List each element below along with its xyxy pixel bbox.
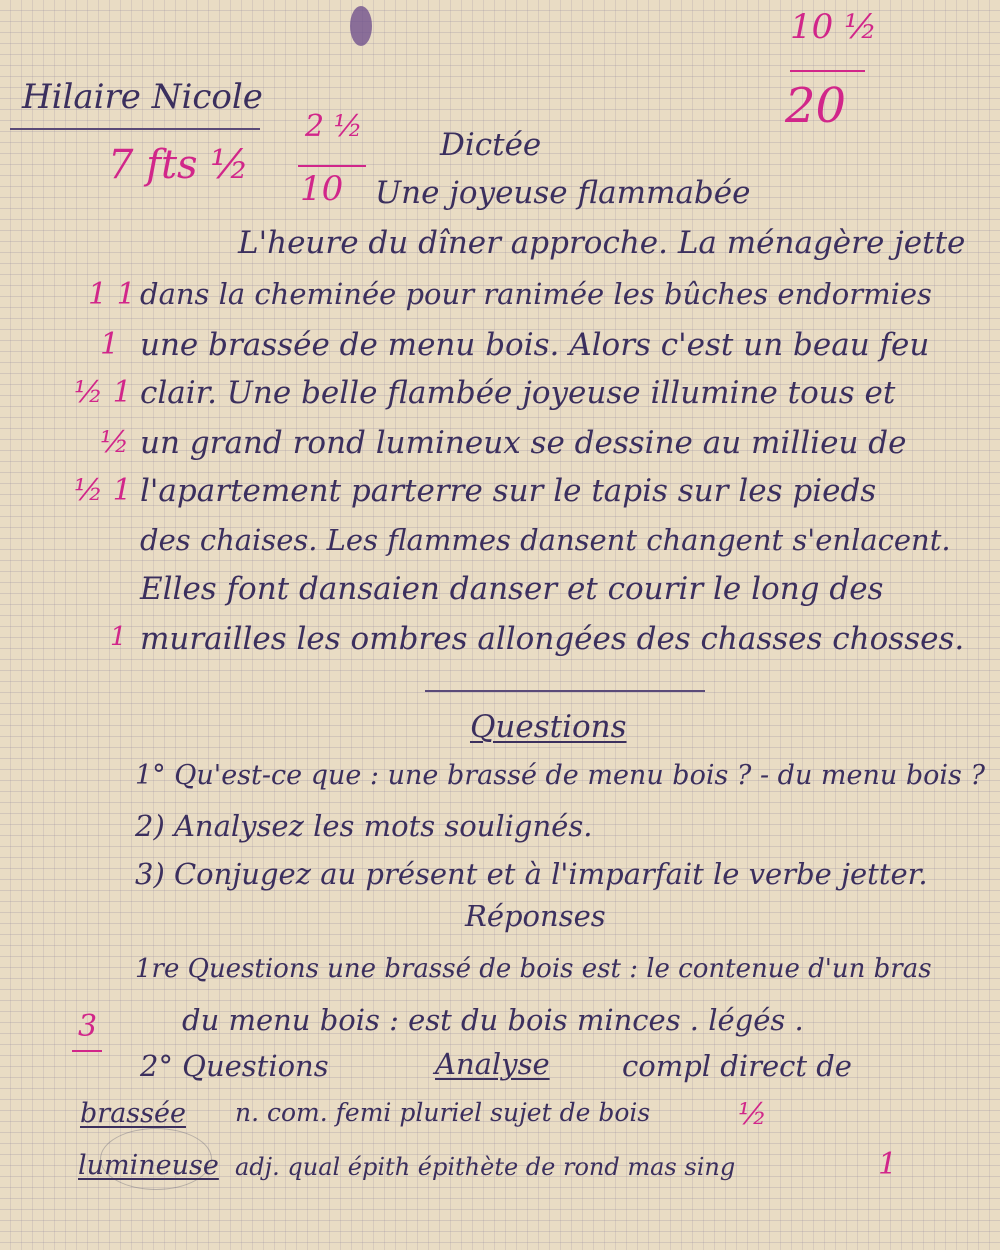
question-2-label: 2° Questions bbox=[140, 1049, 329, 1083]
analysis-text: n. com. femi pluriel sujet de bois bbox=[235, 1098, 651, 1127]
answer-score-mark bbox=[72, 1050, 102, 1052]
dictation-title: Dictée bbox=[440, 127, 542, 163]
analysis-text: adj. qual épith épithète de rond mas sing bbox=[235, 1153, 736, 1181]
dictation-line: murailles les ombres allongées des chasses chosses. bbox=[140, 621, 965, 657]
dictation-grade-denominator: 10 bbox=[300, 169, 344, 209]
question-item: 3) Conjugez au présent et à l'imparfait le verbe jetter. bbox=[135, 857, 928, 891]
question-item: 2) Analysez les mots soulignés. bbox=[135, 809, 593, 843]
analysis-heading-note: compl direct de bbox=[622, 1049, 852, 1083]
margin-mark: 1 bbox=[100, 327, 120, 362]
total-grade-bar bbox=[790, 70, 865, 72]
ink-blot bbox=[350, 6, 372, 46]
dictation-grade-bar bbox=[298, 165, 366, 167]
analysis-mark: ½ bbox=[738, 1097, 768, 1132]
dictation-line: une brassée de menu bois. Alors c'est un beau feu bbox=[140, 327, 930, 363]
dictation-line: des chaises. Les flammes dansent changent s'enlacent. bbox=[140, 523, 951, 557]
analysis-word: lumineuse bbox=[78, 1150, 219, 1181]
dictation-line: dans la cheminée pour ranimée les bûches endormies bbox=[140, 277, 932, 311]
dictation-line: L'heure du dîner approche. La ménagère jette bbox=[238, 225, 966, 261]
dictation-line: l'apartement parterre sur le tapis sur les pieds bbox=[140, 473, 877, 509]
analysis-mark: 1 bbox=[878, 1147, 898, 1182]
margin-mark: 1 bbox=[110, 622, 127, 652]
analysis-word: brassée bbox=[80, 1098, 186, 1129]
analysis-heading: Analyse bbox=[435, 1047, 550, 1081]
name-underline bbox=[10, 128, 260, 130]
text-title: Une joyeuse flammabée bbox=[375, 175, 751, 211]
answer-line: du menu bois : est du bois minces . légés . bbox=[182, 1003, 804, 1037]
section-divider bbox=[425, 690, 705, 692]
answer-score: 3 bbox=[78, 1009, 98, 1044]
question-item: 1° Qu'est-ce que : une brassé de menu bois ? - du menu bois ? bbox=[135, 760, 985, 791]
dictation-line: un grand rond lumineux se dessine au millieu de bbox=[140, 425, 907, 461]
dictation-line: clair. Une belle flambée joyeuse illumine tous et bbox=[140, 375, 896, 411]
student-name: Hilaire Nicole bbox=[22, 77, 263, 117]
margin-mark: 1 1 bbox=[88, 277, 136, 312]
questions-title: Questions bbox=[470, 709, 627, 745]
total-grade-numerator: 10 ½ bbox=[790, 7, 878, 47]
dictation-line: Elles font dansaien danser et courir le long des bbox=[140, 571, 884, 607]
faults-count: 7 fts ½ bbox=[108, 142, 250, 188]
margin-mark: ½ bbox=[100, 425, 130, 460]
answer-line: 1re Questions une brassé de bois est : le contenue d'un bras bbox=[135, 954, 932, 984]
answers-title: Réponses bbox=[465, 899, 606, 933]
total-grade-denominator: 20 bbox=[785, 78, 847, 134]
margin-mark: ½ 1 bbox=[74, 473, 132, 508]
margin-mark: ½ 1 bbox=[74, 375, 132, 410]
dictation-grade-numerator: 2 ½ bbox=[305, 109, 363, 144]
